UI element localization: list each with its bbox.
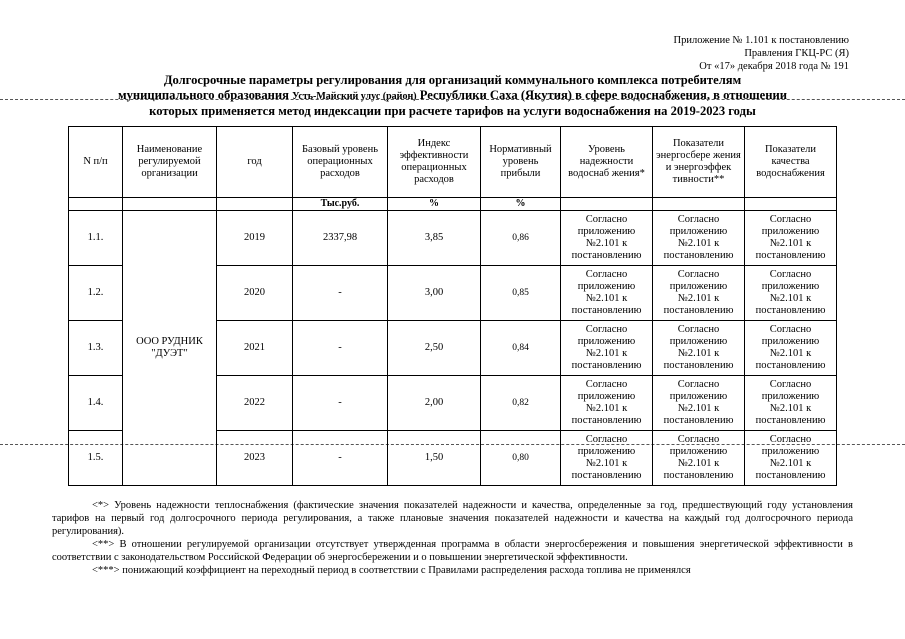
units-empty	[745, 198, 837, 211]
row-year: 2021	[217, 321, 293, 376]
row-year: 2023	[217, 431, 293, 486]
row-quality: Согласно приложению №2.101 к постановлению	[745, 376, 837, 431]
units-empty	[561, 198, 653, 211]
row-profit: 0,80	[481, 431, 561, 486]
units-empty	[653, 198, 745, 211]
row-year: 2020	[217, 266, 293, 321]
units-profit: %	[481, 198, 561, 211]
row-reliability: Согласно приложению №2.101 к постановлению	[561, 431, 653, 486]
row-profit: 0,85	[481, 266, 561, 321]
footnote-3: <***> понижающий коэффициент на переходный период в соответствии с Правилами распределения расхода топлива не применялся	[92, 565, 691, 576]
row-index: 2,50	[388, 321, 481, 376]
header-profit: Нормативный уровень прибыли	[481, 127, 561, 198]
footnotes	[52, 499, 853, 577]
title-line-1: Долгосрочные параметры регулирования для организаций коммунального комплекса потребителям	[163, 73, 742, 87]
row-profit: 0,82	[481, 376, 561, 431]
row-index: 3,85	[388, 211, 481, 266]
row-energy: Согласно приложению №2.101 к постановлению	[653, 211, 745, 266]
row-reliability: Согласно приложению №2.101 к постановлению	[561, 211, 653, 266]
row-quality: Согласно приложению №2.101 к постановлению	[745, 211, 837, 266]
row-reliability: Согласно приложению №2.101 к постановлению	[561, 376, 653, 431]
fold-line-top	[0, 99, 905, 100]
row-quality: Согласно приложению №2.101 к постановлению	[745, 321, 837, 376]
row-index: 1,50	[388, 431, 481, 486]
row-num: 1.4.	[69, 376, 123, 431]
title-municipality: Усть-Майский улус (район)	[292, 91, 417, 102]
title-line-2a: муниципального образования	[118, 88, 289, 102]
row-energy: Согласно приложению №2.101 к постановлению	[653, 321, 745, 376]
header-base: Базовый уровень операционных расходов	[293, 127, 388, 198]
units-empty	[123, 198, 217, 211]
row-base: -	[293, 431, 388, 486]
row-reliability: Согласно приложению №2.101 к постановлению	[561, 266, 653, 321]
row-base: -	[293, 321, 388, 376]
approval-line-3: От «17» декабря 2018 года № 191	[699, 61, 849, 72]
title-line-2	[40, 88, 865, 104]
units-base: Тыс.руб.	[293, 198, 388, 211]
row-year: 2019	[217, 211, 293, 266]
approval-line-2: Правления ГКЦ-РС (Я)	[744, 48, 849, 59]
header-num: N п/п	[69, 127, 123, 198]
row-reliability: Согласно приложению №2.101 к постановлению	[561, 321, 653, 376]
table-row	[69, 211, 837, 266]
row-num: 1.2.	[69, 266, 123, 321]
title-line-2c: Республики Саха (Якутия) в сфере водоснабжения, в отношении	[419, 88, 787, 102]
row-energy: Согласно приложению №2.101 к постановлению	[653, 376, 745, 431]
row-base: 2337,98	[293, 211, 388, 266]
row-index: 2,00	[388, 376, 481, 431]
row-profit: 0,84	[481, 321, 561, 376]
row-quality: Согласно приложению №2.101 к постановлению	[745, 431, 837, 486]
footnote-2: <**> В отношении регулируемой организации отсутствует утвержденная программа в области энергосбережения и повышения энергетической эффективности в соответствии с законодательством Российской Федерации об энергосбережении и о повышении энергетической эффективности.	[52, 539, 853, 563]
units-index: %	[388, 198, 481, 211]
header-row	[69, 127, 837, 198]
header-year: год	[217, 127, 293, 198]
document-title	[40, 73, 865, 119]
parameters-table	[68, 126, 837, 486]
row-num: 1.1.	[69, 211, 123, 266]
row-base: -	[293, 376, 388, 431]
row-index: 3,00	[388, 266, 481, 321]
row-num: 1.3.	[69, 321, 123, 376]
units-empty	[217, 198, 293, 211]
header-org: Наименование регулируемой организации	[123, 127, 217, 198]
row-energy: Согласно приложению №2.101 к постановлению	[653, 266, 745, 321]
row-quality: Согласно приложению №2.101 к постановлению	[745, 266, 837, 321]
row-num: 1.5.	[69, 431, 123, 486]
approval-line-1: Приложение № 1.101 к постановлению	[673, 35, 849, 46]
units-row	[69, 198, 837, 211]
row-energy: Согласно приложению №2.101 к постановлению	[653, 431, 745, 486]
header-index: Индекс эффективности операционных расходов	[388, 127, 481, 198]
row-year: 2022	[217, 376, 293, 431]
units-empty	[69, 198, 123, 211]
header-quality: Показатели качества водоснабжения	[745, 127, 837, 198]
organization-cell: ООО РУДНИК "ДУЭТ"	[123, 211, 217, 486]
row-profit: 0,86	[481, 211, 561, 266]
title-line-3: которых применяется метод индексации при расчете тарифов на услуги водоснабжения на 2019-2023 годы	[149, 104, 756, 118]
approval-block	[674, 34, 849, 73]
header-energy: Показатели энергосбере жения и энергоэффек тивности**	[653, 127, 745, 198]
row-base: -	[293, 266, 388, 321]
header-reliability: Уровень надежности водоснаб жения*	[561, 127, 653, 198]
footnote-1: <*> Уровень надежности теплоснабжения (фактические значения показателей надежности и качества, определенные за год, предшествующий году установления тарифов на первый год долгосрочного периода регулирования, а также плановые значения показателей надежности и качества на каждый год долгосрочного периода регулирования).	[52, 500, 853, 537]
